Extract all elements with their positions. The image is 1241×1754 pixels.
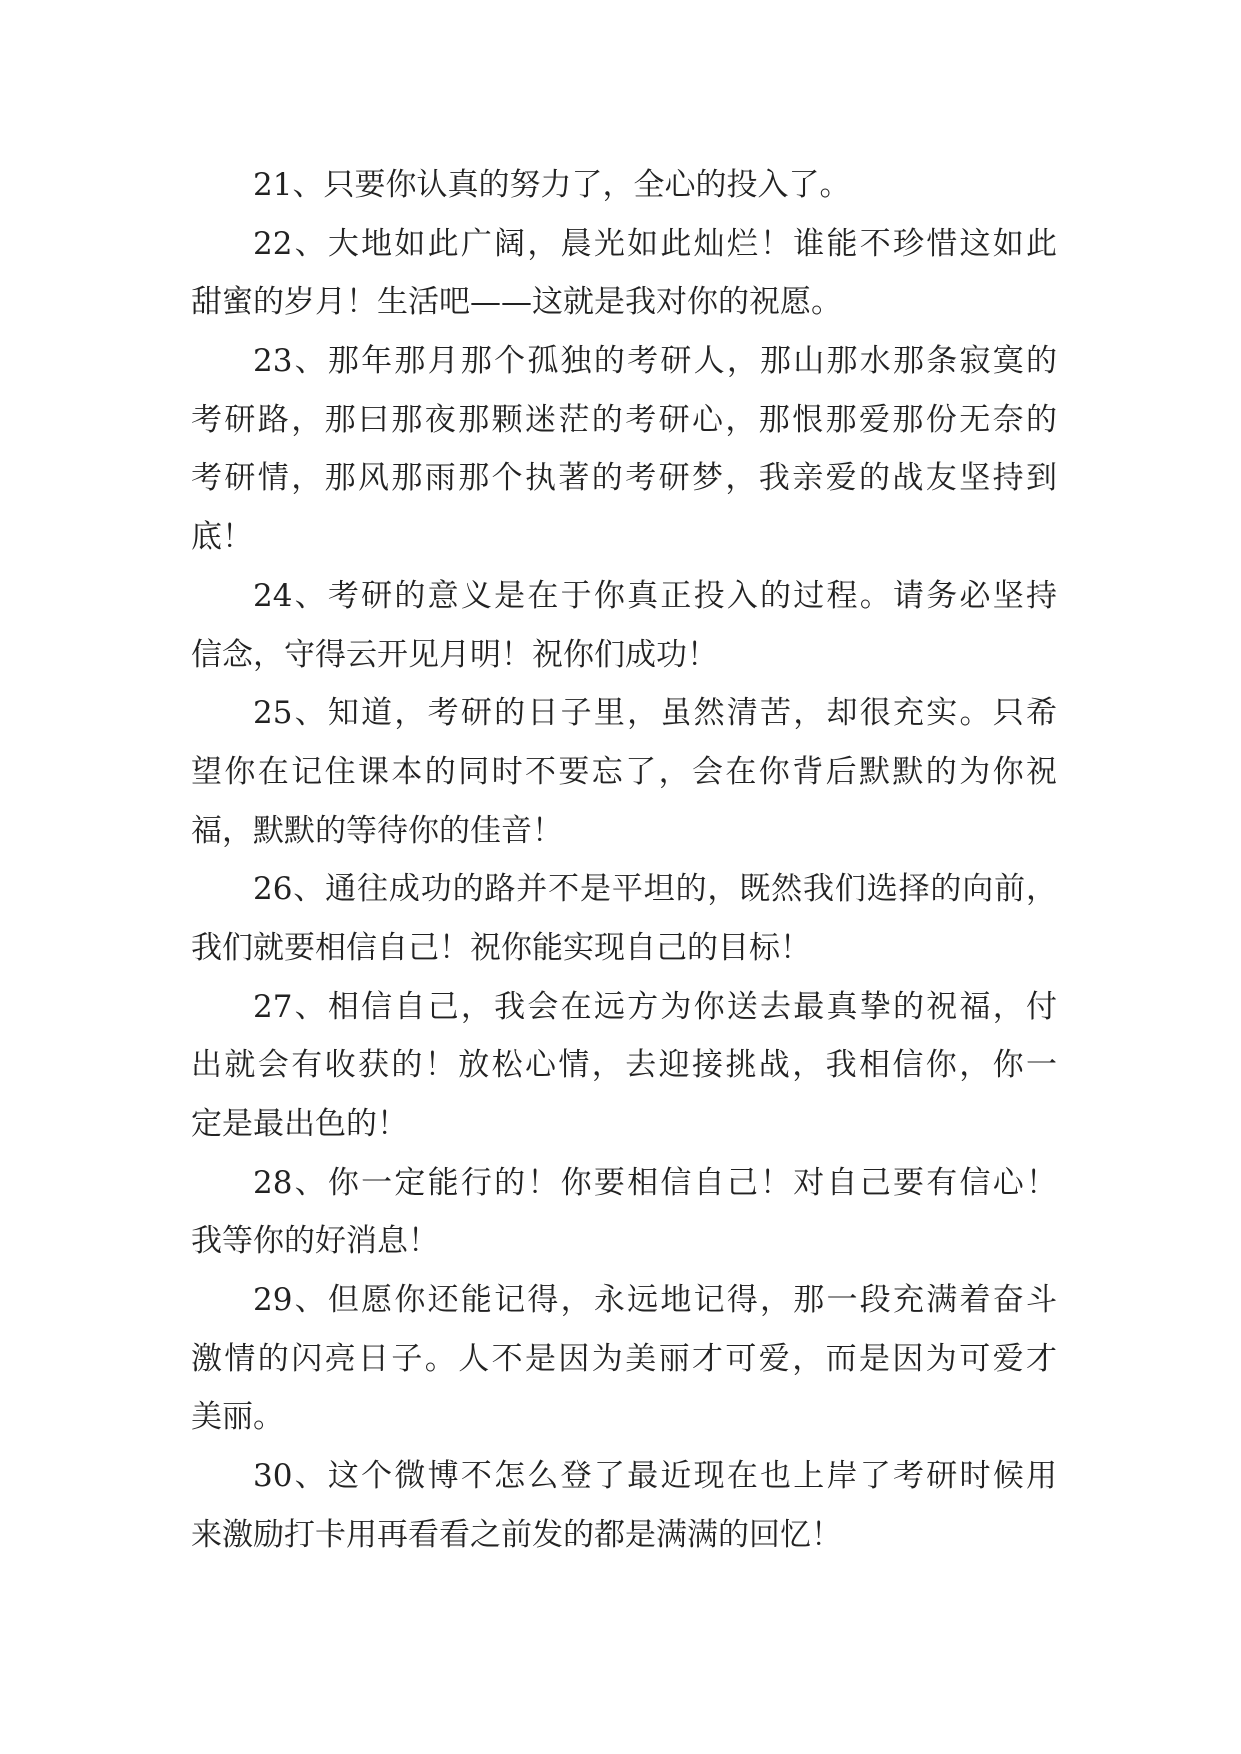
paragraph-line: 出就会有收获的！放松心情，去迎接挑战，我相信你，你一 [191,1047,1057,1084]
document-body [191,156,1057,1565]
paragraph [191,332,1057,567]
paragraph-line: 甜蜜的岁月！生活吧——这就是我对你的祝愿。 [191,284,842,321]
paragraph [191,860,1057,977]
paragraph-line: 22、大地如此广阔，晨光如此灿烂！谁能不珍惜这如此 [253,225,1057,262]
paragraph-line: 激情的闪亮日子。人不是因为美丽才可爱，而是因为可爱才 [191,1340,1057,1377]
paragraph-line: 28、你一定能行的！你要相信自己！对自己要有信心！ [253,1164,1057,1201]
paragraph [191,1447,1057,1564]
paragraph [191,1271,1057,1447]
paragraph-line: 21、只要你认真的努力了，全心的投入了。 [253,167,851,203]
paragraph [191,156,1057,215]
paragraph-line: 美丽。 [191,1399,284,1436]
paragraph-line: 考研情，那风那雨那个执著的考研梦，我亲爱的战友坚持到 [191,460,1057,497]
paragraph-line: 29、但愿你还能记得，永远地记得，那一段充满着奋斗 [253,1282,1057,1319]
paragraph-line: 26、通往成功的路并不是平坦的，既然我们选择的向前， [253,871,1057,908]
paragraph [191,215,1057,332]
paragraph-line: 定是最出色的！ [191,1106,408,1142]
paragraph-line: 25、知道，考研的日子里，虽然清苦，却很充实。只希 [253,695,1057,732]
paragraph-line: 30、这个微博不怎么登了最近现在也上岸了考研时候用 [253,1458,1057,1495]
paragraph [191,684,1057,860]
paragraph [191,978,1057,1154]
paragraph-line: 考研路，那曰那夜那颗迷茫的考研心，那恨那爱那份无奈的 [191,401,1057,438]
paragraph-line: 来激励打卡用再看看之前发的都是满满的回忆！ [191,1516,842,1553]
paragraph [191,1154,1057,1271]
paragraph-line: 信念，守得云开见月明！祝你们成功！ [191,636,718,673]
paragraph-line: 23、那年那月那个孤独的考研人，那山那水那条寂寞的 [253,343,1057,380]
paragraph-line: 底！ [191,519,253,556]
paragraph-line: 我们就要相信自己！祝你能实现自己的目标！ [191,929,811,966]
paragraph-line: 我等你的好消息！ [191,1223,439,1260]
paragraph-line: 福，默默的等待你的佳音！ [191,812,563,849]
paragraph-line: 24、考研的意义是在于你真正投入的过程。请务必坚持 [253,577,1057,614]
paragraph-line: 27、相信自己，我会在远方为你送去最真挚的祝福，付 [253,988,1057,1025]
paragraph [191,567,1057,684]
paragraph-line: 望你在记住课本的同时不要忘了，会在你背后默默的为你祝 [191,753,1057,790]
